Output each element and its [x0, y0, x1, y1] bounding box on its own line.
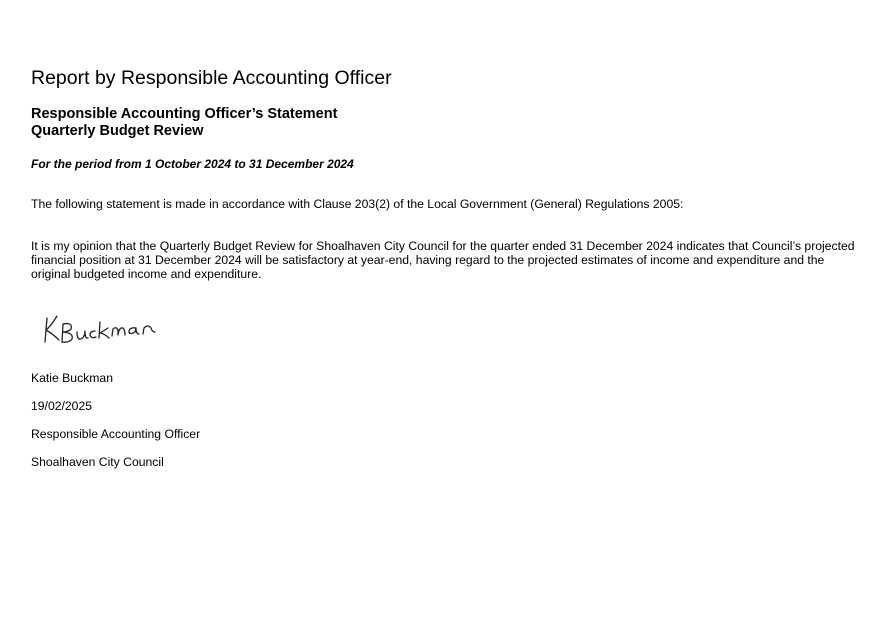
opinion-paragraph: It is my opinion that the Quarterly Budget Review for Shoalhaven City Council for the quarter ended 31 December 2024 indicates that Council’s projected financial position at 31 December 2024 will be satisfactory at year-end, having regard to the projected estimates of income and expenditure and the original budgeted income and expenditure. — [31, 239, 855, 281]
report-title: Report by Responsible Accounting Officer — [31, 67, 392, 89]
signatory-role: Responsible Accounting Officer — [31, 427, 201, 441]
reporting-period: For the period from 1 October 2024 to 31 December 2024 — [31, 157, 354, 171]
signatory-organisation: Shoalhaven City Council — [31, 455, 164, 469]
signature-date: 19/02/2025 — [31, 399, 92, 413]
statement-heading-line2: Quarterly Budget Review — [31, 123, 204, 139]
statement-heading — [31, 106, 337, 140]
signatory-name: Katie Buckman — [31, 371, 113, 385]
handwritten-signature — [39, 306, 199, 352]
statement-heading-line1: Responsible Accounting Officer’s Statement — [31, 106, 338, 122]
intro-paragraph: The following statement is made in accordance with Clause 203(2) of the Local Government (General) Regulations 2005: — [31, 197, 684, 211]
